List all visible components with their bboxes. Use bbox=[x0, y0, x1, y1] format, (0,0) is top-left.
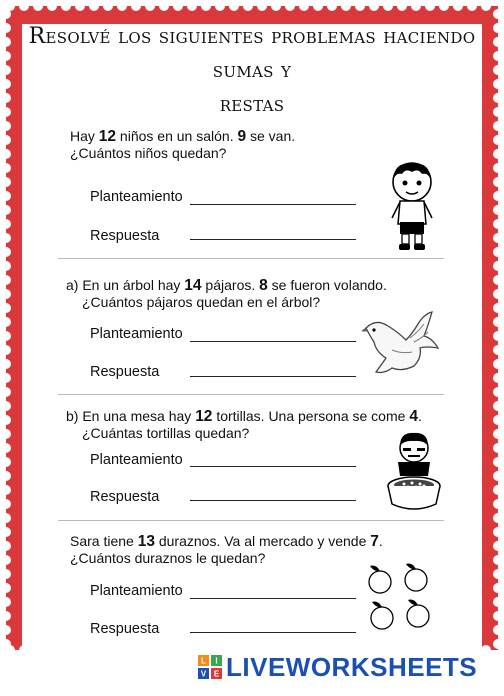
problem-2-prompt: a) En un árbol hay 14 pájaros. 8 se fueron volando. ¿Cuántos pájaros quedan en el árbol? bbox=[66, 277, 387, 310]
problem-4-respuesta-line[interactable] bbox=[190, 632, 356, 633]
problem-3-planteamiento-line[interactable] bbox=[190, 466, 356, 467]
title-line-1: Resolvé los siguientes problemas haciendo sumas y bbox=[28, 24, 476, 83]
liveworksheets-logo-icon bbox=[198, 655, 222, 679]
peaches-illustration bbox=[362, 562, 440, 634]
problem-2-planteamiento-line[interactable] bbox=[190, 341, 356, 342]
divider-1 bbox=[58, 258, 444, 259]
problem-3-respuesta-line[interactable] bbox=[190, 500, 356, 501]
svg-text:V: V bbox=[200, 669, 207, 679]
peach-icon bbox=[405, 564, 427, 591]
problem-1-planteamiento-line[interactable] bbox=[190, 204, 356, 205]
liveworksheets-brand[interactable]: LIVEWORKSHEETS bbox=[226, 652, 478, 682]
boy-illustration bbox=[384, 158, 440, 252]
worksheet-title bbox=[28, 20, 476, 122]
problem-2-respuesta-label: Respuesta bbox=[90, 364, 160, 380]
problem-3-prompt: b) En una mesa hay 12 tortillas. Una persona se come 4. ¿Cuántas tortillas quedan? bbox=[66, 408, 422, 441]
problem-4-prompt: Sara tiene 13 duraznos. Va al mercado y vende 7. ¿Cuántos duraznos le quedan? bbox=[70, 533, 383, 566]
svg-text:E: E bbox=[213, 669, 220, 679]
dove-illustration bbox=[362, 310, 440, 376]
problem-1-planteamiento-label: Planteamiento bbox=[90, 189, 183, 205]
title-line-2: restas bbox=[219, 92, 285, 117]
svg-text:I: I bbox=[215, 656, 218, 666]
problem-1-respuesta-label: Respuesta bbox=[90, 228, 160, 244]
peach-icon bbox=[369, 566, 391, 593]
peach-icon bbox=[407, 600, 429, 627]
problem-2-respuesta-line[interactable] bbox=[190, 376, 356, 377]
peach-icon bbox=[371, 602, 393, 629]
problem-2-planteamiento-label: Planteamiento bbox=[90, 326, 183, 342]
divider-3 bbox=[58, 520, 444, 521]
problem-3-planteamiento-label: Planteamiento bbox=[90, 452, 183, 468]
problem-1-prompt: Hay 12 niños en un salón. 9 se van. ¿Cuántos niños quedan? bbox=[70, 128, 296, 161]
problem-1-respuesta-line[interactable] bbox=[190, 239, 356, 240]
problem-4-planteamiento-line[interactable] bbox=[190, 598, 356, 599]
svg-text:L: L bbox=[201, 656, 206, 666]
person-eating-tortillas-illustration bbox=[384, 430, 444, 516]
divider-2 bbox=[58, 394, 444, 395]
problem-4-planteamiento-label: Planteamiento bbox=[90, 583, 183, 599]
problem-4-respuesta-label: Respuesta bbox=[90, 621, 160, 637]
problem-3-respuesta-label: Respuesta bbox=[90, 489, 160, 505]
